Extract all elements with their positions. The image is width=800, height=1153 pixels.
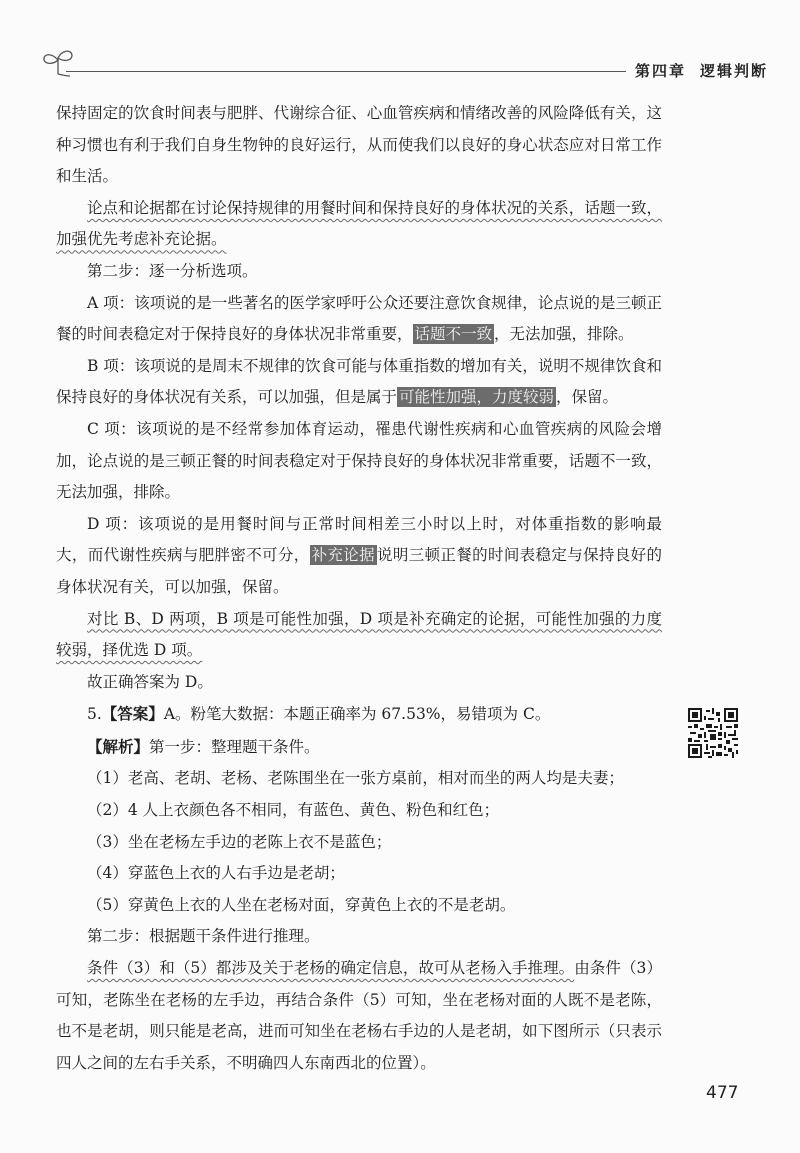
step-two-reasoning-heading: 第二步：根据题干条件进行推理。	[87, 927, 320, 946]
step-two-heading: 第二步：逐一分析选项。	[87, 261, 258, 280]
option-d	[56, 509, 662, 604]
option-c: C 项：该项说的是不经常参加体育运动，罹患代谢性疾病和心血管疾病的风险会增加，论点说的是三顿正餐的时间表稳定对于保持良好的身体状况非常重要，话题不一致，无法加强，排除。	[56, 419, 662, 502]
header-rule	[66, 71, 626, 72]
chapter-section: 逻辑判断	[700, 62, 769, 80]
option-a-end: ，无法加强，排除。	[494, 325, 634, 344]
reasoning-key-text: 条件（3）和（5）都涉及关于老杨的确定信息，故可从老杨入手推理。	[87, 959, 575, 978]
option-d-text: D 项：该项说的是用餐时间与正常时间相差三小时以上时，对体重指数的影响最大，而代谢性疾病与肥胖密不可分，	[56, 514, 662, 565]
answer-label: 【答案】	[101, 704, 164, 724]
chapter-title	[635, 60, 768, 81]
summary-text: 论点和论据都在讨论保持规律的用餐时间和保持良好的身体状况的关系，话题一致，加强优先考虑补充论据。	[56, 198, 662, 249]
final-answer: 故正确答案为 D。	[87, 672, 213, 691]
option-a-highlight: 话题不一致	[414, 325, 493, 344]
option-b-highlight: 可能性加强，力度较弱	[399, 388, 555, 407]
reasoning-paragraph	[56, 953, 662, 1079]
option-b-end: ，保留。	[556, 388, 619, 407]
answer-text: A。粉笔大数据：本题正确率为 67.53%，易错项为 C。	[163, 705, 551, 724]
question-5-answer	[56, 698, 662, 731]
option-d-end: 说明三顿正餐的时间表稳定与保持良好的身体状况有关，可以加强，保留。	[56, 546, 662, 596]
comparison-text: 对比 B、D 两项，B 项是可能性加强，D 项是补充确定的论据，可能性加强的力度较弱，择优选 D 项。	[56, 609, 662, 660]
page-number: 477	[706, 1083, 739, 1103]
question-number: 5.	[87, 705, 102, 724]
condition-1: （1）老高、老胡、老杨、老陈围坐在一张方桌前，相对而坐的两人均是夫妻；	[87, 769, 624, 788]
page-header	[36, 44, 769, 84]
chapter-number: 第四章	[635, 62, 687, 80]
paragraph-summary	[56, 193, 662, 256]
paragraph-intro: 保持固定的饮食时间表与肥胖、代谢综合征、心血管疾病和情绪改善的风险降低有关，这种习惯也有利于我们自身生物钟的良好运行，从而使我们以良好的身心状态应对日常工作和生活。	[56, 104, 662, 186]
analysis-heading	[56, 731, 662, 764]
condition-2: （2）4 人上衣颜色各不相同，有蓝色、黄色、粉色和红色；	[87, 801, 500, 820]
option-b-text: B 项：该项说的是周末不规律的饮食可能与体重指数的增加有关，说明不规律饮食和保持良好的身体状况有关系，可以加强，但是属于	[56, 356, 662, 407]
sprout-logo-icon	[40, 46, 76, 78]
comparison-paragraph	[56, 604, 662, 667]
condition-4: （4）穿蓝色上衣的人右手边是老胡；	[87, 864, 345, 883]
analysis-step-one: 第一步：整理题干条件。	[149, 737, 320, 756]
qr-code-icon[interactable]	[688, 708, 738, 758]
option-a-text: A 项：该项说的是一些著名的医学家呼吁公众还要注意饮食规律，论点说的是三顿正餐的时间表稳定对于保持良好的身体状况非常重要，	[56, 293, 662, 344]
page-body	[56, 98, 662, 1079]
option-b	[56, 351, 662, 414]
option-d-highlight: 补充论据	[311, 546, 376, 565]
condition-3: （3）坐在老杨左手边的老陈上衣不是蓝色；	[87, 832, 392, 851]
option-a	[56, 288, 662, 351]
reasoning-text: 由条件（3）可知，老陈坐在老杨的左手边，再结合条件（5）可知，坐在老杨对面的人既不是老陈，也不是老胡，则只能是老高，进而可知坐在老杨右手边的人是老胡，如下图所示（只表示四人之间的左右手关系，不明确四人东南西北的位置）。	[56, 959, 662, 1072]
analysis-label: 【解析】	[87, 736, 150, 756]
condition-5: （5）穿黄色上衣的人坐在老杨对面，穿黄色上衣的不是老胡。	[87, 895, 516, 914]
